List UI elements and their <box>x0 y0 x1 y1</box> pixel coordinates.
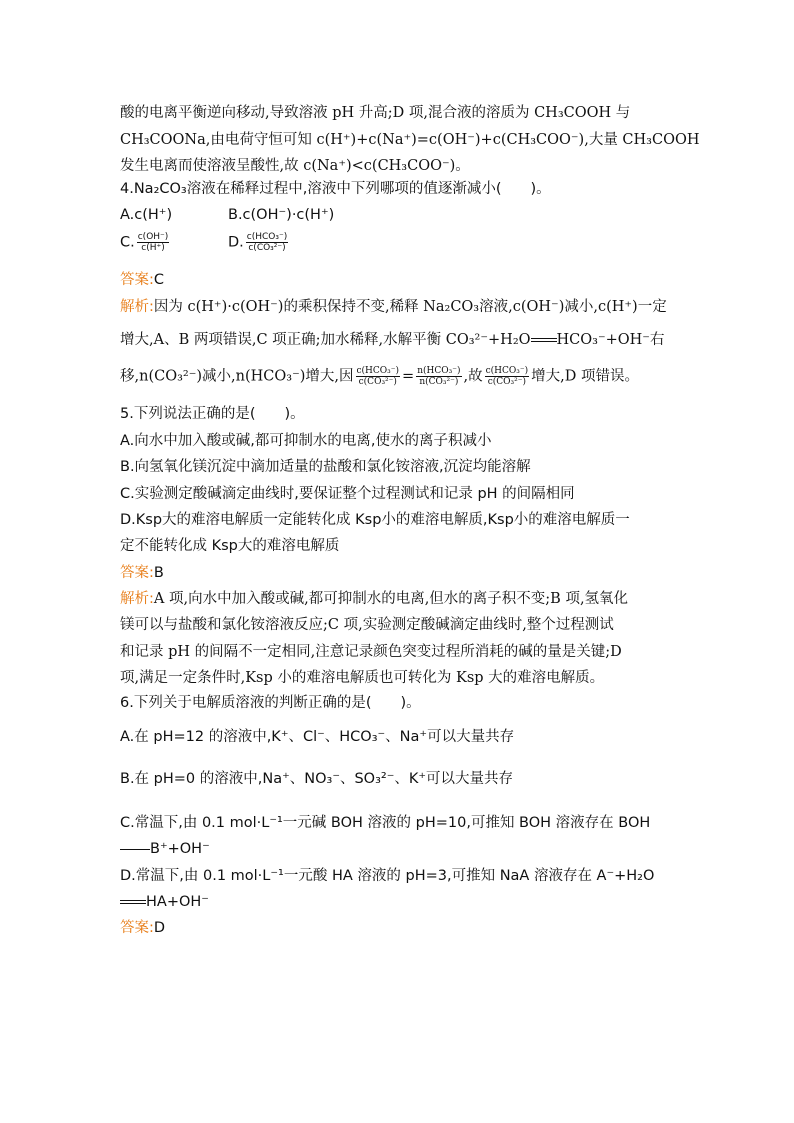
explanation-5-line2: 镁可以与盐酸和氯化铵溶液反应;C 项,实验测定酸碱滴定曲线时,整个过程测试 <box>120 617 614 633</box>
text-line: CH₃COONa,由电荷守恒可知 c(H⁺)+c(Na⁺)=c(OH⁻)+c(CH₃COO⁻),大量 CH₃COOH <box>120 132 700 148</box>
explanation-4-line2: 增大,A、B 两项错误,C 项正确;加水稀释,水解平衡 CO₃²⁻+H₂O HCO₃⁻+OH⁻右 <box>120 332 665 348</box>
question-5: 5.下列说法正确的是( )。 <box>120 406 305 422</box>
question-6: 6.下列关于电解质溶液的判断正确的是( )。 <box>120 695 421 711</box>
option-6a: A.在 pH=12 的溶液中,K⁺、Cl⁻、HCO₃⁻、Na⁺可以大量共存 <box>120 729 515 745</box>
explanation-5-line3: 和记录 pH 的间隔不一定相同,注意记录颜色突变过程所消耗的碱的量是关键;D <box>120 644 622 660</box>
option-6d-cont: HA+OH⁻ <box>120 893 209 911</box>
text-line: 酸的电离平衡逆向移动,导致溶液 pH 升高;D 项,混合液的溶质为 CH₃COOH 与 <box>120 105 631 121</box>
option-5b: B.向氢氧化镁沉淀中滴加适量的盐酸和氯化铵溶液,沉淀均能溶解 <box>120 459 531 475</box>
answer-6: 答案:D <box>120 920 166 936</box>
option-6d: D.常温下,由 0.1 mol·L⁻¹一元酸 HA 溶液的 pH=3,可推知 NaA 溶液存在 A⁻+H₂O <box>120 868 655 884</box>
equilibrium-arrow-icon <box>120 899 146 905</box>
explanation-4-line3: 移,n(CO₃²⁻)减小,n(HCO₃⁻)增大,因 $\frac{\text{c(HCO₃⁻)}}{\text{c(CO₃²⁻)}}$ = $\frac{\text{n(HCO₃⁻)}}{\text{n(CO₃²⁻)}}$ ,故 $\frac{\text{c(HCO₃⁻)}}{\text{c(CO₃²⁻)}}$ 增大,D 项错误。 <box>120 366 639 387</box>
option-6c: C.常温下,由 0.1 mol·L⁻¹一元碱 BOH 溶液的 pH=10,可推知 BOH 溶液存在 BOH <box>120 815 651 831</box>
option-4c: C. $\frac{c(OH^-)}{c(H^+)}$ <box>120 232 169 253</box>
question-4: 4.Na₂CO₃溶液在稀释过程中,溶液中下列哪项的值逐渐减小( )。 <box>120 181 551 197</box>
option-6c-cont: B⁺+OH⁻ <box>120 840 210 858</box>
option-5d: D.Ksp大的难溶电解质一定能转化成 Ksp小的难溶电解质,Ksp小的难溶电解质一 <box>120 512 630 528</box>
ionization-arrow-icon <box>120 849 150 850</box>
answer-4: 答案:C <box>120 272 165 288</box>
explanation-5-line1: 解析:A 项,向水中加入酸或碱,都可抑制水的电离,但水的离子积不变;B 项,氢氧化 <box>120 591 629 607</box>
explanation-5-line4: 项,满足一定条件时,Ksp 小的难溶电解质也可转化为 Ksp 大的难溶电解质。 <box>120 670 605 686</box>
answer-5: 答案:B <box>120 565 164 581</box>
option-4a: A.c(H⁺) <box>120 207 173 223</box>
equilibrium-arrow-icon <box>531 337 557 343</box>
option-6b: B.在 pH=0 的溶液中,Na⁺、NO₃⁻、SO₃²⁻、K⁺可以大量共存 <box>120 771 514 787</box>
option-5c: C.实验测定酸碱滴定曲线时,要保证整个过程测试和记录 pH 的间隔相同 <box>120 486 575 502</box>
option-4d: D. $\frac{\text{c(HCO₃⁻)}}{\text{c(CO₃²⁻)}}$ <box>228 232 288 253</box>
option-5d-cont: 定不能转化成 Ksp大的难溶电解质 <box>120 538 340 554</box>
text-line: 发生电离而使溶液呈酸性,故 c(Na⁺)<c(CH₃COO⁻)。 <box>120 158 470 174</box>
option-5a: A.向水中加入酸或碱,都可抑制水的电离,使水的离子积减小 <box>120 433 492 449</box>
explanation-4-line1: 解析:因为 c(H⁺)·c(OH⁻)的乘积保持不变,稀释 Na₂CO₃溶液,c(OH⁻)减小,c(H⁺)一定 <box>120 299 667 315</box>
option-4b: B.c(OH⁻)·c(H⁺) <box>228 207 335 223</box>
